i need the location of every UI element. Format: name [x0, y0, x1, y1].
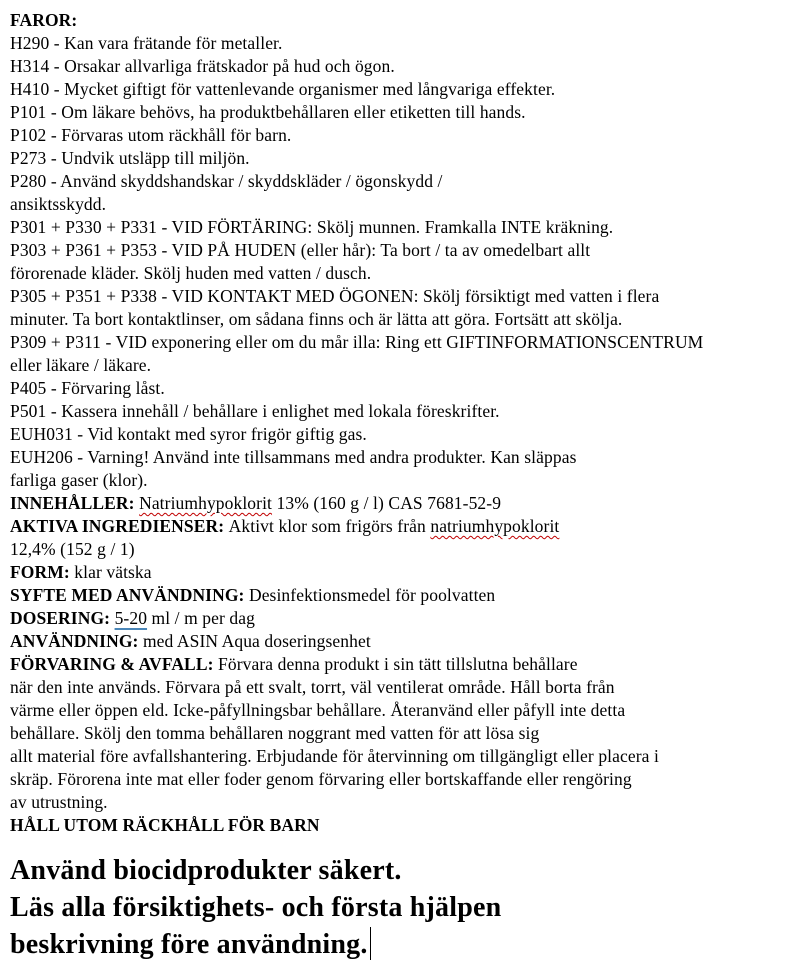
text-segment: H290 - Kan vara frätande för metaller. [10, 33, 283, 53]
warning-heading-text: Använd biocidprodukter säkert. [10, 855, 402, 886]
document-line [10, 78, 805, 101]
document-line [10, 170, 805, 193]
warning-heading-line [10, 889, 805, 926]
section-label: FAROR: [10, 10, 78, 30]
text-segment: P273 - Undvik utsläpp till miljön. [10, 148, 250, 168]
text-segment: P101 - Om läkare behövs, ha produktbehållaren eller etiketten till hands. [10, 102, 526, 122]
grammar-marked-text: 5-20 [114, 608, 148, 628]
text-segment: Aktivt klor som frigörs från [228, 516, 431, 536]
document-line [10, 423, 805, 446]
text-segment: farliga gaser (klor). [10, 470, 148, 490]
section-label: AKTIVA INGREDIENSER: [10, 516, 229, 536]
text-segment: behållare. Skölj den tomma behållaren noggrant med vatten för att lösa sig [10, 723, 540, 743]
document-line [10, 768, 805, 791]
text-segment: Förvara denna produkt i sin tätt tillslutna behållare [218, 654, 578, 674]
text-segment: P303 + P361 + P353 - VID PÅ HUDEN (eller hår): Ta bort / ta av omedelbart allt [10, 240, 591, 260]
section-label: FÖRVARING & AVFALL: [10, 654, 219, 674]
text-segment: 13% (160 g / l) CAS 7681-52-9 [272, 493, 502, 513]
section-label: HÅLL UTOM RÄCKHÅLL FÖR BARN [10, 815, 320, 835]
warning-heading-line [10, 852, 805, 889]
document-line [10, 515, 805, 538]
text-segment: minuter. Ta bort kontaktlinser, om sådana finns och är lätta att göra. Fortsätt att skölja. [10, 309, 623, 329]
document-line [10, 745, 805, 768]
warning-heading-line [10, 926, 805, 963]
warning-heading-text: Läs alla försiktighets- och första hjälpen [10, 892, 502, 923]
spellcheck-marked-text: natriumhypoklorit [430, 516, 560, 536]
section-label: SYFTE MED ANVÄNDNING: [10, 585, 249, 605]
document-line [10, 492, 805, 515]
text-segment: P309 + P311 - VID exponering eller om du mår illa: Ring ett GIFTINFORMATIONSCENTRUM [10, 332, 704, 352]
document-line [10, 124, 805, 147]
text-segment: av utrustning. [10, 792, 108, 812]
text-segment: allt material före avfallshantering. Erbjudande för återvinning om tillgängligt eller placera i [10, 746, 659, 766]
text-segment: värme eller öppen eld. Icke-påfyllningsbar behållare. Återanvänd eller påfyll inte detta [10, 700, 626, 720]
text-segment: Desinfektionsmedel för poolvatten [248, 585, 496, 605]
document-line [10, 446, 805, 469]
text-cursor [370, 927, 372, 960]
document-line [10, 377, 805, 400]
document-line [10, 147, 805, 170]
document-line [10, 9, 805, 32]
text-segment: ansiktsskydd. [10, 194, 107, 214]
text-segment: ml / m per dag [147, 608, 255, 628]
text-segment: skräp. Förorena inte mat eller foder genom förvaring eller bortskaffande eller rengöring [10, 769, 632, 789]
section-label: INNEHÅLLER: [10, 493, 140, 513]
document-line [10, 584, 805, 607]
text-segment: förorenade kläder. Skölj huden med vatten / dusch. [10, 263, 372, 283]
text-segment: P405 - Förvaring låst. [10, 378, 165, 398]
text-segment: P102 - Förvaras utom räckhåll för barn. [10, 125, 292, 145]
document-line [10, 400, 805, 423]
text-segment: H314 - Orsakar allvarliga frätskador på hud och ögon. [10, 56, 395, 76]
document-line [10, 653, 805, 676]
document-text-area[interactable] [10, 9, 805, 963]
spellcheck-marked-text: Natriumhypoklorit [139, 493, 273, 513]
text-segment: eller läkare / läkare. [10, 355, 152, 375]
text-segment: P301 + P330 + P331 - VID FÖRTÄRING: Skölj munnen. Framkalla INTE kräkning. [10, 217, 614, 237]
document-line [10, 308, 805, 331]
text-segment: EUH206 - Varning! Använd inte tillsammans med andra produkter. Kan släppas [10, 447, 577, 467]
document-line [10, 722, 805, 745]
document-line [10, 262, 805, 285]
document-line [10, 676, 805, 699]
document-line [10, 285, 805, 308]
document-line [10, 607, 805, 630]
document-line [10, 538, 805, 561]
document-line [10, 216, 805, 239]
document-line [10, 469, 805, 492]
document-line [10, 814, 805, 837]
document-line [10, 55, 805, 78]
document-line [10, 561, 805, 584]
document-line [10, 32, 805, 55]
document-line [10, 239, 805, 262]
document-line [10, 699, 805, 722]
text-segment: när den inte används. Förvara på ett svalt, torrt, väl ventilerat område. Håll borta från [10, 677, 615, 697]
document-line [10, 630, 805, 653]
warning-heading-text: beskrivning före användning. [10, 929, 368, 960]
text-segment: 12,4% (152 g / 1) [10, 539, 135, 559]
section-label: DOSERING: [10, 608, 115, 628]
document-line [10, 101, 805, 124]
text-segment: klar vätska [74, 562, 152, 582]
document-line [10, 791, 805, 814]
text-segment: EUH031 - Vid kontakt med syror frigör giftig gas. [10, 424, 367, 444]
text-segment: P501 - Kassera innehåll / behållare i enlighet med lokala föreskrifter. [10, 401, 500, 421]
document-line [10, 193, 805, 216]
text-segment: P280 - Använd skyddshandskar / skyddskläder / ögonskydd / [10, 171, 443, 191]
text-segment: med ASIN Aqua doseringsenhet [142, 631, 371, 651]
document-line [10, 331, 805, 354]
section-label: FORM: [10, 562, 75, 582]
document-line [10, 354, 805, 377]
warning-heading-block [10, 852, 805, 963]
text-segment: H410 - Mycket giftigt för vattenlevande organismer med långvariga effekter. [10, 79, 556, 99]
text-segment: P305 + P351 + P338 - VID KONTAKT MED ÖGONEN: Skölj försiktigt med vatten i flera [10, 286, 660, 306]
document-body [10, 9, 805, 837]
section-label: ANVÄNDNING: [10, 631, 143, 651]
